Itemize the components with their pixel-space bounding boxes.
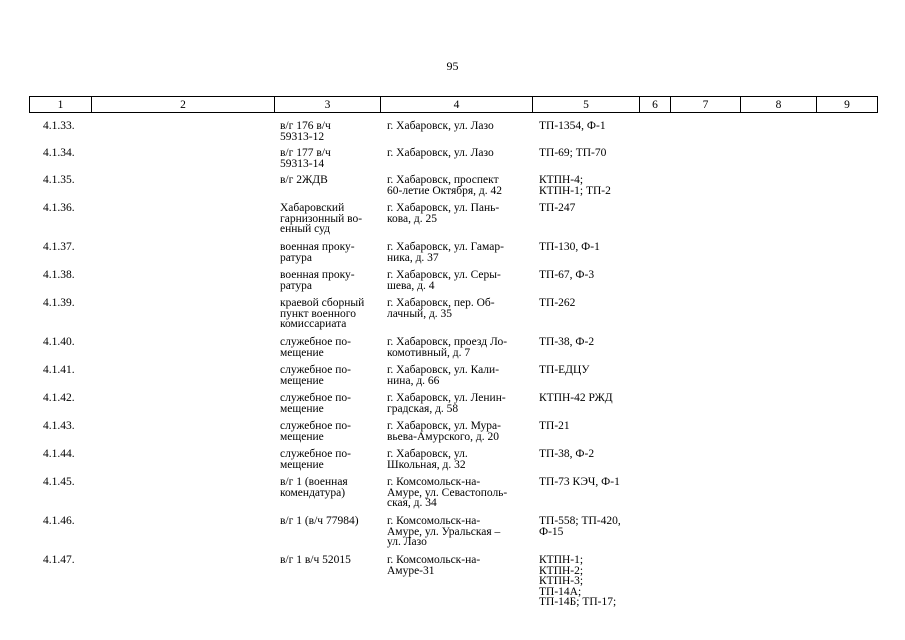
row-number: 4.1.45. — [43, 476, 75, 488]
column-header-6: 6 — [640, 97, 671, 113]
row-number: 4.1.39. — [43, 297, 75, 309]
row-number: 4.1.36. — [43, 202, 75, 214]
address: г. Хабаровск, ул. Школьная, д. 32 — [387, 448, 468, 471]
address: г. Хабаровск, ул. Пань- кова, д. 25 — [387, 202, 500, 225]
address: г. Хабаровск, ул. Лазо — [387, 147, 494, 159]
row-number: 4.1.37. — [43, 241, 75, 253]
column-header-3: 3 — [275, 97, 381, 113]
row-number: 4.1.46. — [43, 515, 75, 527]
object-name: в/г 1 (в/ч 77984) — [280, 515, 359, 527]
object-name: Хабаровский гарнизонный во- енный суд — [280, 202, 363, 235]
row-number: 4.1.33. — [43, 120, 75, 132]
address: г. Хабаровск, проспект 60-летие Октября, д. 42 — [387, 174, 502, 197]
row-number: 4.1.47. — [43, 554, 75, 566]
column-header-4: 4 — [381, 97, 533, 113]
column-header-table — [29, 96, 878, 113]
column-header-row — [30, 97, 878, 113]
substation: ТП-ЕДЦУ — [539, 364, 590, 376]
object-name: краевой сборный пункт военного комиссариата — [280, 297, 365, 330]
address: г. Хабаровск, ул. Лазо — [387, 120, 494, 132]
address: г. Хабаровск, ул. Мура- вьева-Амурского, д. 20 — [387, 420, 501, 443]
substation: ТП-21 — [539, 420, 570, 432]
object-name: в/г 177 в/ч 59313-14 — [280, 147, 331, 170]
column-header-8: 8 — [741, 97, 817, 113]
column-header-2: 2 — [92, 97, 275, 113]
object-name: в/г 176 в/ч 59313-12 — [280, 120, 331, 143]
object-name: в/г 2ЖДВ — [280, 174, 328, 186]
column-header-7: 7 — [671, 97, 741, 113]
column-header-9: 9 — [817, 97, 878, 113]
address: г. Хабаровск, ул. Ленин- градская, д. 58 — [387, 392, 506, 415]
row-number: 4.1.43. — [43, 420, 75, 432]
row-number: 4.1.41. — [43, 364, 75, 376]
object-name: служебное по- мещение — [280, 448, 351, 471]
object-name: служебное по- мещение — [280, 392, 351, 415]
substation: ТП-130, Ф-1 — [539, 241, 600, 253]
substation: ТП-38, Ф-2 — [539, 448, 595, 460]
substation: ТП-38, Ф-2 — [539, 336, 595, 348]
column-header-1: 1 — [30, 97, 92, 113]
object-name: в/г 1 (военная комендатура) — [280, 476, 348, 499]
row-number: 4.1.35. — [43, 174, 75, 186]
object-name: военная проку- ратура — [280, 241, 355, 264]
address: г. Комсомольск-на- Амуре, ул. Уральская – ул. Лазо — [387, 515, 501, 548]
object-name: военная проку- ратура — [280, 269, 355, 292]
substation: КТПН-4; КТПН-1; ТП-2 — [539, 174, 611, 197]
object-name: служебное по- мещение — [280, 364, 351, 387]
object-name: служебное по- мещение — [280, 420, 351, 443]
substation: КТПН-1; КТПН-2; КТПН-3; ТП-14А; ТП-14Б; ТП-17; — [539, 554, 617, 608]
substation: ТП-558; ТП-420, Ф-15 — [539, 515, 621, 538]
address: г. Хабаровск, ул. Кали- нина, д. 66 — [387, 364, 500, 387]
substation: ТП-1354, Ф-1 — [539, 120, 606, 132]
page-number: 95 — [446, 59, 459, 73]
row-number: 4.1.42. — [43, 392, 75, 404]
address: г. Хабаровск, ул. Серы- шева, д. 4 — [387, 269, 501, 292]
substation: ТП-262 — [539, 297, 576, 309]
substation: ТП-69; ТП-70 — [539, 147, 607, 159]
address: г. Комсомольск-на- Амуре, ул. Севастополь- ская, д. 34 — [387, 476, 508, 509]
row-number: 4.1.34. — [43, 147, 75, 159]
substation: ТП-247 — [539, 202, 576, 214]
address: г. Хабаровск, проезд Ло- комотивный, д. 7 — [387, 336, 508, 359]
row-number: 4.1.40. — [43, 336, 75, 348]
substation: ТП-67, Ф-3 — [539, 269, 595, 281]
address: г. Хабаровск, пер. Об- лачный, д. 35 — [387, 297, 495, 320]
row-number: 4.1.44. — [43, 448, 75, 460]
substation: КТПН-42 РЖД — [539, 392, 613, 404]
address: г. Комсомольск-на- Амуре-31 — [387, 554, 481, 577]
object-name: в/г 1 в/ч 52015 — [280, 554, 351, 566]
substation: ТП-73 КЭЧ, Ф-1 — [539, 476, 620, 488]
row-number: 4.1.38. — [43, 269, 75, 281]
address: г. Хабаровск, ул. Гамар- ника, д. 37 — [387, 241, 504, 264]
column-header-5: 5 — [533, 97, 640, 113]
object-name: служебное по- мещение — [280, 336, 351, 359]
